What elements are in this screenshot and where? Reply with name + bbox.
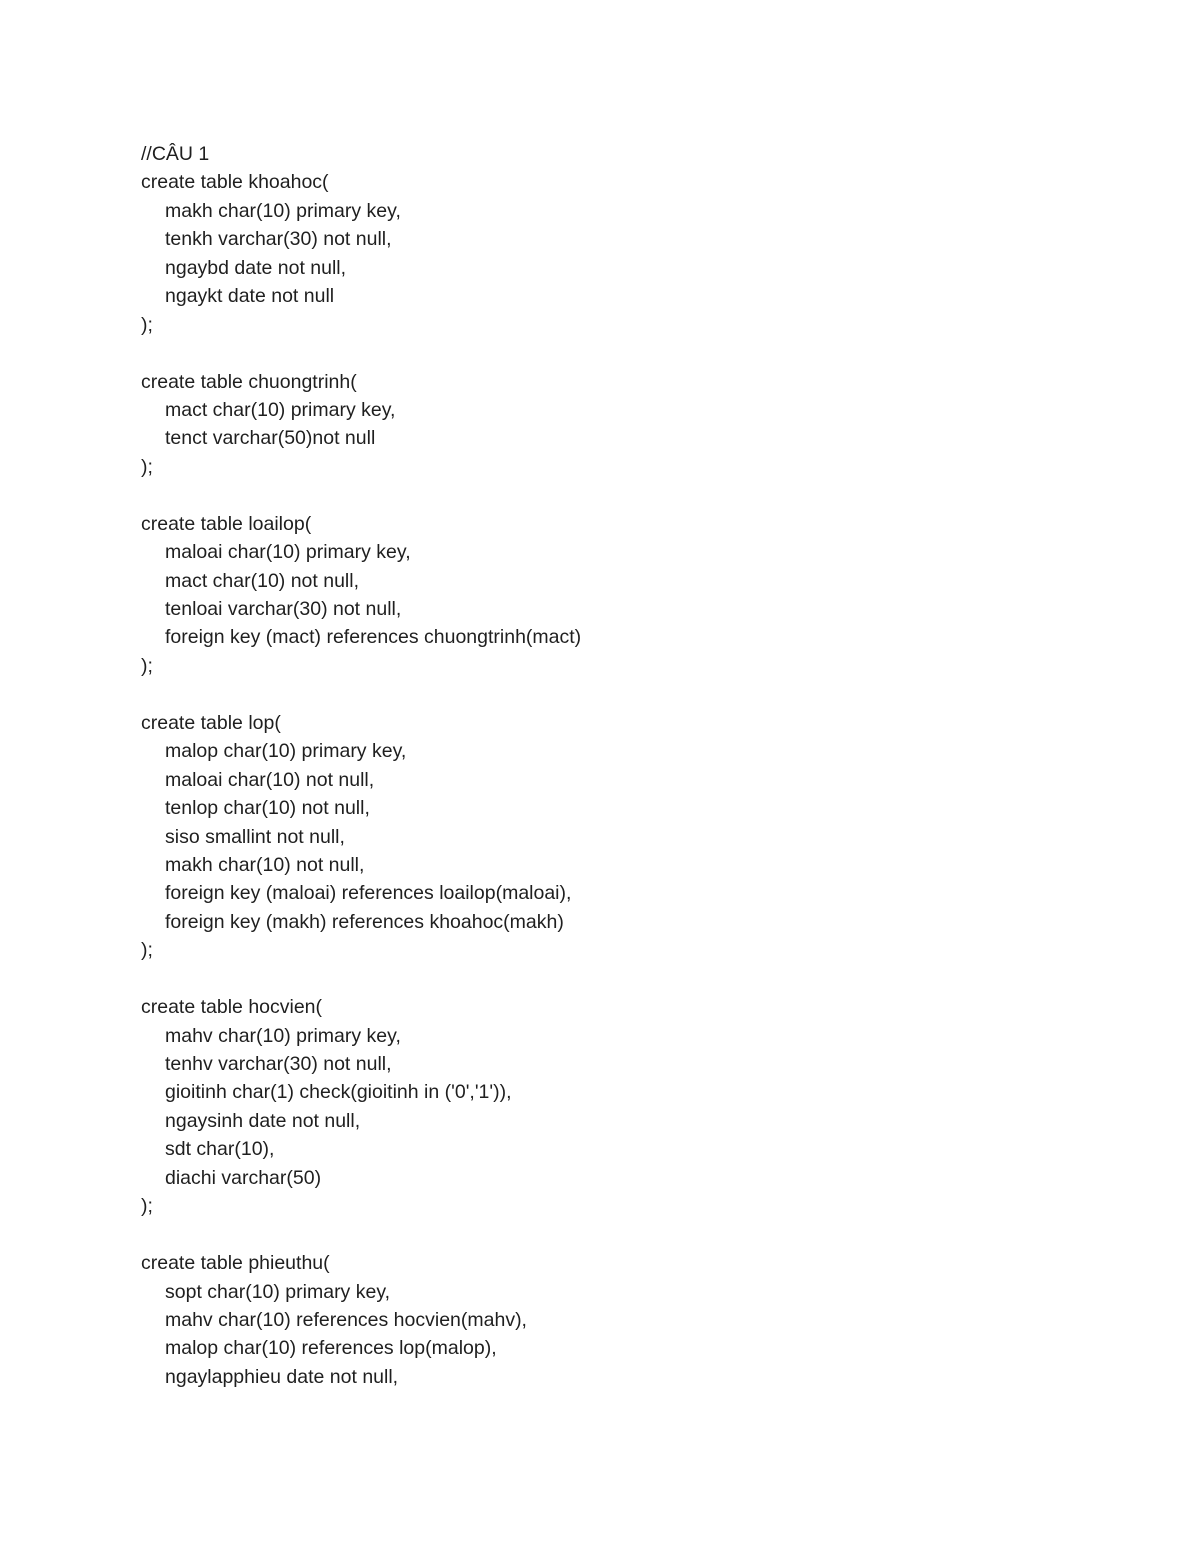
code-line: malop char(10) primary key, (165, 740, 407, 763)
code-line: ); (141, 939, 153, 962)
code-line: foreign key (mact) references chuongtrinh(mact) (165, 626, 582, 649)
code-line: siso smallint not null, (165, 825, 345, 848)
sql-code-block (141, 140, 581, 1391)
code-line: gioitinh char(1) check(gioitinh in ('0','1')), (165, 1081, 512, 1104)
code-line: mahv char(10) references hocvien(mahv), (165, 1308, 527, 1331)
code-line: mact char(10) not null, (165, 569, 360, 592)
blank-line (141, 965, 581, 993)
code-line: create table phieuthu( (141, 1252, 330, 1275)
code-line: foreign key (maloai) references loailop(maloai), (165, 882, 572, 905)
code-line: ngaykt date not null (165, 285, 335, 308)
code-line: sdt char(10), (165, 1138, 275, 1161)
code-line: create table loailop( (141, 512, 312, 535)
code-line: tenloai varchar(30) not null, (165, 598, 402, 620)
blank-line (141, 1221, 581, 1249)
code-line: tenkh varchar(30) not null, (165, 228, 392, 251)
code-line: tenhv varchar(30) not null, (165, 1053, 392, 1075)
code-line: maloai char(10) primary key, (165, 541, 411, 564)
code-line: maloai char(10) not null, (165, 768, 375, 791)
code-line: diachi varchar(50) (165, 1166, 322, 1189)
code-line: mahv char(10) primary key, (165, 1024, 401, 1047)
code-line: ngaysinh date not null, (165, 1109, 361, 1132)
code-line: create table chuongtrinh( (141, 370, 357, 393)
code-line: ngaybd date not null, (165, 256, 347, 279)
code-line: ); (141, 455, 153, 478)
code-line: makh char(10) primary key, (165, 199, 401, 222)
code-line: ); (141, 313, 153, 336)
blank-line (141, 680, 581, 708)
code-line: tenct varchar(50)not null (165, 427, 376, 450)
code-line: makh char(10) not null, (165, 853, 365, 876)
blank-line (141, 481, 581, 509)
code-line: ); (141, 1195, 153, 1218)
code-line: create table hocvien( (141, 996, 323, 1019)
code-line: create table khoahoc( (141, 171, 329, 194)
code-line: tenlop char(10) not null, (165, 797, 370, 820)
code-line: sopt char(10) primary key, (165, 1280, 391, 1303)
code-line: mact char(10) primary key, (165, 398, 396, 421)
code-line: //CÂU 1 (141, 143, 210, 165)
code-line: ngaylapphieu date not null, (165, 1365, 399, 1388)
code-line: ); (141, 654, 153, 677)
code-line: malop char(10) references lop(malop), (165, 1337, 497, 1360)
code-line: foreign key (makh) references khoahoc(makh) (165, 910, 564, 933)
code-line: create table lop( (141, 711, 281, 734)
blank-line (141, 339, 581, 367)
